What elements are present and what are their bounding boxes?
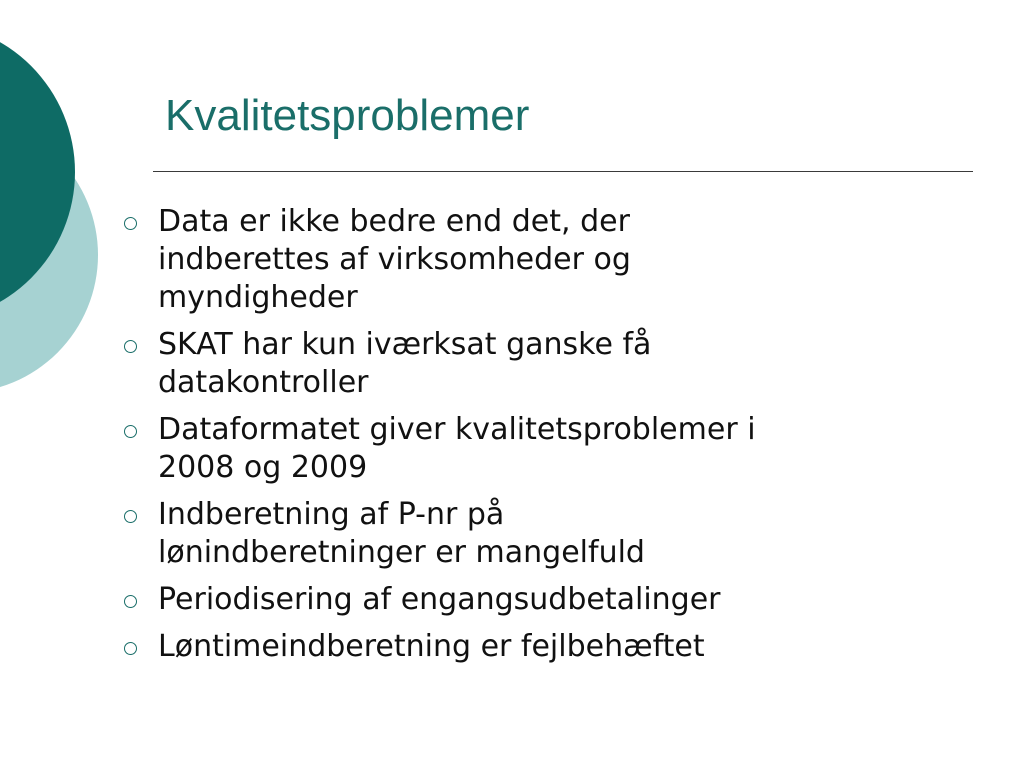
bullet-text-line: datakontroller: [158, 365, 369, 400]
bullet-list: [120, 203, 900, 675]
bullet-circle-icon: [124, 340, 137, 353]
bullet-circle-icon: [124, 595, 137, 608]
bullet-text-line: myndigheder: [158, 280, 358, 315]
bullet-text-line: Periodisering af engangsudbetalinger: [158, 582, 721, 617]
bullet-circle-icon: [124, 217, 137, 230]
bullet-text-line: Løntimeindberetning er fejlbehæftet: [158, 629, 705, 664]
bullet-item: [120, 203, 900, 317]
bullet-item: [120, 411, 900, 487]
bullet-item: [120, 581, 900, 619]
bullet-circle-icon: [124, 510, 137, 523]
bullet-item: [120, 496, 900, 572]
bullet-text-line: 2008 og 2009: [158, 450, 368, 485]
slide-title: Kvalitetsproblemer: [165, 91, 530, 140]
bullet-circle-icon: [124, 642, 137, 655]
bullet-circle-icon: [124, 425, 137, 438]
bullet-text-line: indberettes af virksomheder og: [158, 242, 631, 277]
bullet-text-line: Indberetning af P-nr på: [158, 497, 505, 532]
bullet-text-line: Data er ikke bedre end det, der: [158, 204, 630, 239]
bullet-item: [120, 326, 900, 402]
decorative-circles: [0, 0, 140, 420]
bullet-text-line: lønindberetninger er mangelfuld: [158, 535, 645, 570]
bullet-text-line: Dataformatet giver kvalitetsproblemer i: [158, 412, 756, 447]
bullet-item: [120, 628, 900, 666]
bullet-text-line: SKAT har kun iværksat ganske få: [158, 327, 652, 362]
title-divider: [153, 171, 973, 172]
